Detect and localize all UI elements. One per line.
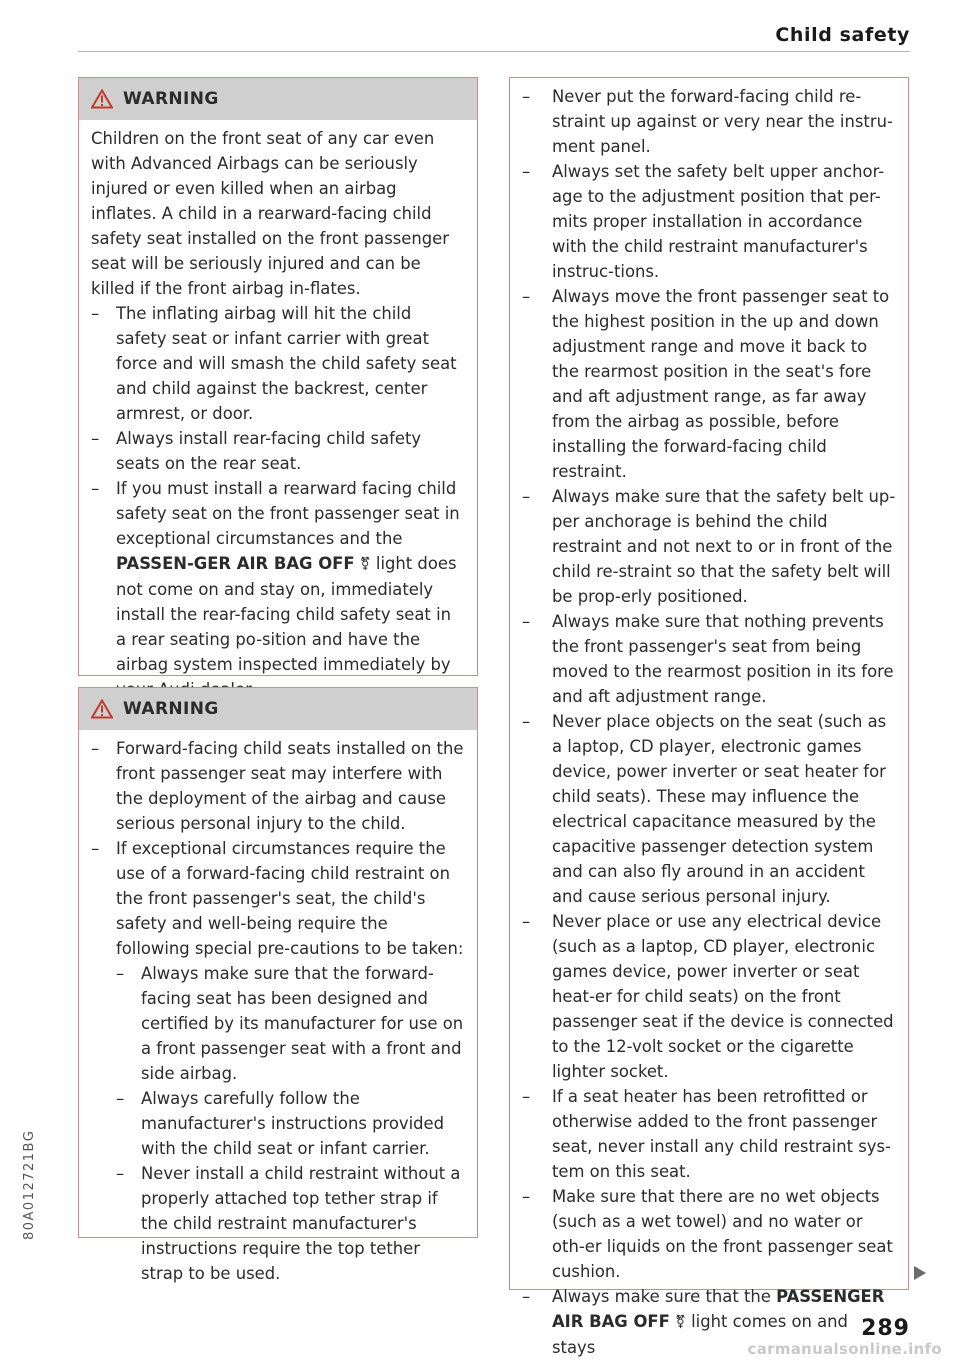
list-item: – Always make sure that the safety belt up-per anchorage is behind the child restraint and not next to or in front of the child re-straint so that the safety belt will be prop-erly positioned. (522, 487, 896, 606)
list-item: – The inflating airbag will hit the child safety seat or infant carrier with great force and will smash the child safety seat and child against the backrest, center armrest, or door. (91, 304, 457, 423)
list-item: – Always make sure that nothing prevents the front passenger's seat from being moved to the rearmost position in its fore and aft adjustment range. (522, 612, 894, 706)
warning-header-2 (79, 688, 477, 730)
list-item: – Never place or use any electrical device (such as a laptop, CD player, electronic games device, power inverter or seat heat-er for child seats) on the front passenger seat if the device is connected to the 12-volt socket or the cigarette lighter socket. (522, 912, 894, 1081)
warning-1-intro: Children on the front seat of any car even with Advanced Airbags can be seriously injured or even killed when an airbag inflates. A child in a rearward-facing child safety seat installed on the front passenger seat will be seriously injured and can be killed if the front airbag in-flates. (91, 129, 450, 298)
continue-arrow-icon (914, 1266, 926, 1280)
list-item: – If you must install a rearward facing child safety seat on the front passenger seat in exceptional circumstances and the PASSEN-GER AIR BAG OFF ⚧ light does not come on and stay on, immediately install the rear-facing child safety seat in a rear seating po-sition and have the airbag system inspected immediately by (91, 479, 460, 674)
list-item: – If a seat heater has been retrofitted or otherwise added to the front passenger seat, never install any child restraint sys-tem on this seat. (522, 1087, 891, 1181)
passenger-airbag-off-icon: ⚧ (675, 1315, 686, 1330)
list-item: – Always set the safety belt upper anchor-age to the adjustment position that per-mits proper installation in accordance with the child restraint manufacturer's instruc-tions. (522, 162, 885, 281)
passenger-airbag-off-icon: ⚧ (359, 557, 371, 572)
list-item: – If exceptional circumstances require the use of a forward-facing child restraint on the front passenger's seat, the child's safety and well-being require the following special pre-cautions to be taken: (91, 839, 464, 958)
sub-list-item: – Never install a child restraint without a properly attached top tether strap if the child restraint manufacturer's instructions require the top tether strap to be used. (116, 1164, 461, 1283)
sub-list-item: – Always carefully follow the manufacturer's instructions provided with the child seat or infant carrier. (116, 1089, 445, 1158)
warning-title-2: WARNING (123, 698, 219, 719)
header-rule (78, 51, 910, 52)
warning-box-2 (78, 687, 478, 1283)
warning-triangle-icon (91, 699, 113, 719)
list-item: – Forward-facing child seats installed on the front passenger seat may interfere with the deployment of the airbag and cause serious personal injury to the child. (91, 739, 464, 833)
warning-triangle-icon (91, 89, 113, 109)
list-item: – Never place objects on the seat (such as a laptop, CD player, electronic games device, power inverter or seat heater for child seats). These may influence the electrical capacitance measured by the capacitive passenger detection system and can also fly around in an accident and cause serious personal injury. (522, 712, 887, 906)
warning-box-1 (78, 77, 478, 676)
list-item: – Always install rear-facing child safety seats on the rear seat. (91, 429, 422, 473)
sub-list-item: – Always make sure that the forward-facing seat has been designed and certified by its manufacturer for use on a front passenger seat with a front and side airbag. (116, 964, 464, 1083)
document-code: 80A012721BG (22, 1129, 37, 1240)
list-item: – Always make sure that the PASSENGER AIR BAG OFF ⚧ light comes on and stays (522, 1287, 885, 1357)
warning-title-1: WARNING (123, 88, 219, 109)
list-item: – Never put the forward-facing child re-straint up against or very near the instru-ment panel. (522, 87, 893, 156)
section-title: Child safety (775, 24, 910, 46)
list-item: – Make sure that there are no wet objects (such as a wet towel) and no water or oth-er liquids on the front passenger seat cushion. (522, 1187, 893, 1281)
list-item: – Always move the front passenger seat to the highest position in the up and down adjustment range and move it back to the rearmost position in the seat's fore and aft adjustment range, as far away from the airbag as possible, before installing the forward-facing child restraint. (522, 287, 890, 481)
warning-header-1 (79, 78, 477, 120)
watermark: carmanualsonline.info (747, 1340, 942, 1358)
page-number: 289 (861, 1316, 910, 1341)
